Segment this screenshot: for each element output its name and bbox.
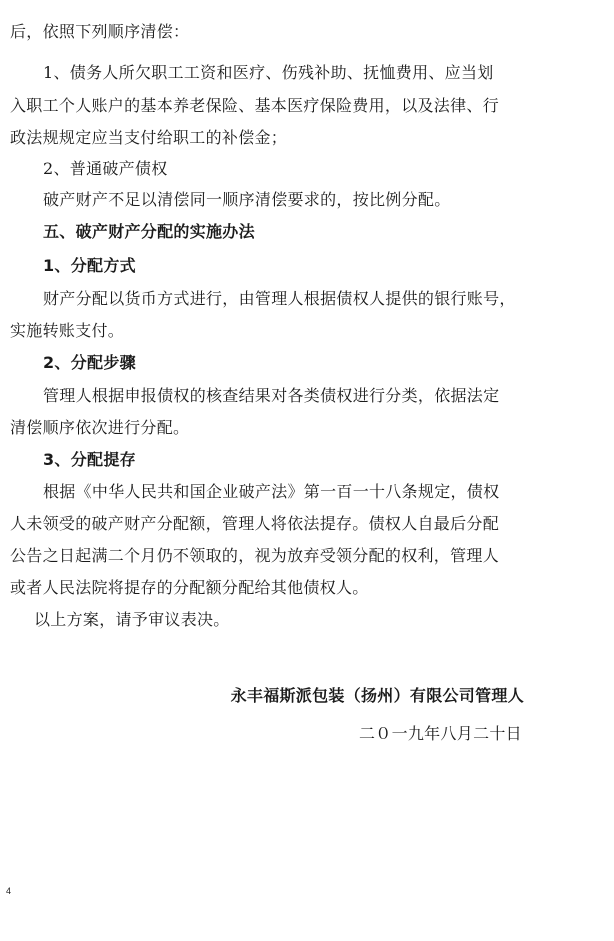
section-heading: 五、破产财产分配的实施办法 bbox=[43, 222, 255, 241]
text-line: 破产财产不足以清偿同一顺序清偿要求的，按比例分配。 bbox=[43, 190, 451, 209]
text-line: 以上方案，请予审议表决。 bbox=[34, 610, 230, 629]
signature: 永丰福斯派包装（扬州）有限公司管理人 bbox=[230, 686, 524, 705]
text-line: 政法规规定应当支付给职工的补偿金； bbox=[10, 128, 288, 147]
text-line: 1、债务人所欠职工工资和医疗、伤残补助、抚恤费用、应当划 bbox=[43, 63, 494, 82]
text-line: 管理人根据申报债权的核查结果对各类债权进行分类，依据法定 bbox=[43, 386, 500, 405]
text-line: 公告之日起满二个月仍不领取的，视为放弃受领分配的权利，管理人 bbox=[10, 546, 500, 565]
text-line: 人未领受的破产财产分配额，管理人将依法提存。债权人自最后分配 bbox=[10, 514, 500, 533]
text-line: 实施转账支付。 bbox=[10, 321, 125, 340]
subsection-heading: 2、分配步骤 bbox=[43, 353, 136, 372]
text-line: 入职工个人账户的基本养老保险、基本医疗保险费用，以及法律、行 bbox=[10, 96, 500, 115]
text-line: 财产分配以货币方式进行，由管理人根据债权人提供的银行账号， bbox=[43, 289, 516, 308]
signature-date: 二０一九年八月二十日 bbox=[358, 724, 522, 743]
page-number: 4 bbox=[6, 886, 12, 896]
subsection-heading: 3、分配提存 bbox=[43, 450, 136, 469]
text-line: 根据《中华人民共和国企业破产法》第一百一十八条规定，债权 bbox=[43, 482, 500, 501]
text-line: 后，依照下列顺序清偿： bbox=[10, 22, 190, 41]
subsection-heading: 1、分配方式 bbox=[43, 256, 136, 275]
text-line: 或者人民法院将提存的分配额分配给其他债权人。 bbox=[10, 578, 369, 597]
text-line: 2、普通破产债权 bbox=[43, 159, 168, 178]
text-line: 清偿顺序依次进行分配。 bbox=[10, 418, 190, 437]
